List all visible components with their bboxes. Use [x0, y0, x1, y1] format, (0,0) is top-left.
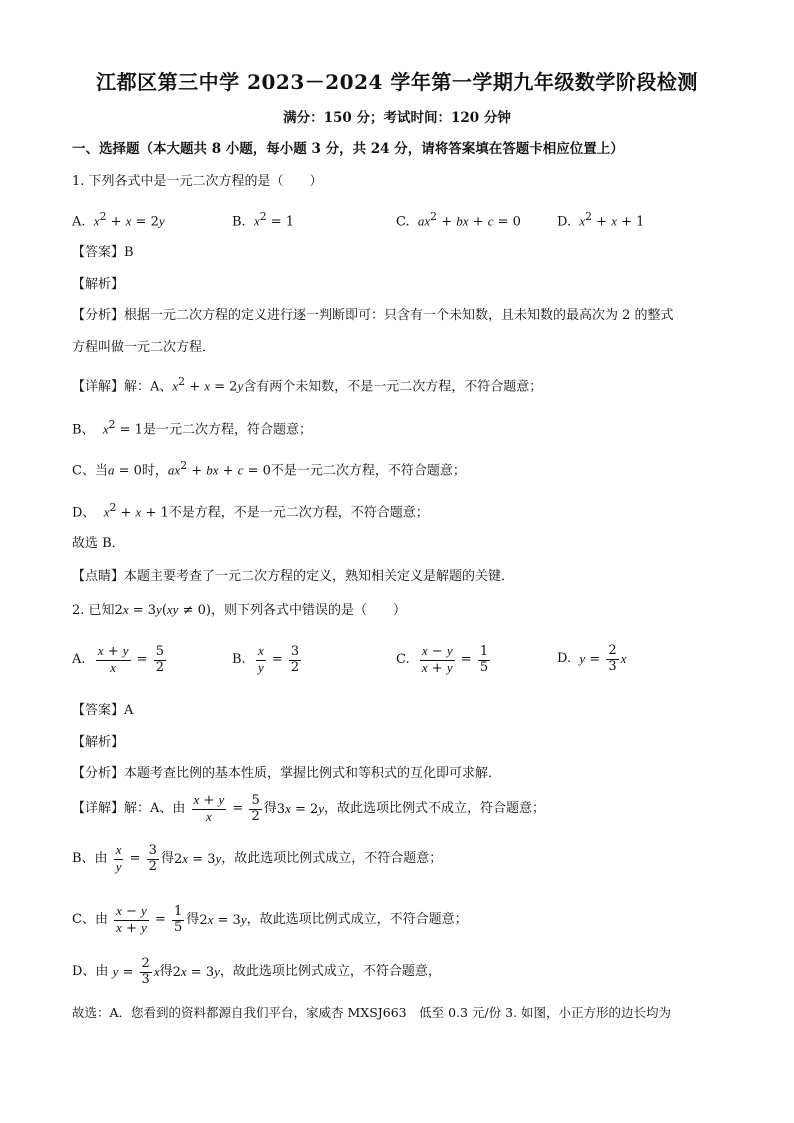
q2-option-b: B. $\frac{x}{y}$ = $\frac{3}{2}$: [232, 643, 300, 675]
page-title: 江都区第三中学 2023－2024 学年第一学期九年级数学阶段检测: [96, 70, 698, 94]
q2-answer: 【答案】A: [72, 703, 134, 718]
q2-analysis-label: 【解析】: [72, 735, 125, 750]
q2-detail-b: B、由 $\frac{x}{y}$ = $\frac{3}{2}$ 得2x = 3y，故此选项比例式成立，不符合题意；: [72, 842, 443, 874]
section-heading: 一、选择题（本大题共 8 小题，每小题 3 分，共 24 分，请将答案填在答题卡相应位置上）: [72, 141, 624, 157]
q2-detail-d: D、由 y = $\frac{2}{3}$ x得2x = 3y，故此选项比例式成立，不符合题意，: [72, 956, 441, 987]
q1-option-c: C. $ax^2$ + bx + c = 0: [396, 210, 521, 230]
q1-fenxi-line1: 【分析】根据一元二次方程的定义进行逐一判断即可：只含有一个未知数，且未知数的最高次为 2 的整式: [72, 308, 674, 323]
q2-stem: 2. 已知2x = 3y(xy ≠ 0)，则下列各式中错误的是（ ）: [72, 602, 406, 618]
q2-option-d: D. y = $\frac{2}{3}$ x: [557, 643, 627, 674]
q2-detail-a: 【详解】解：A、由 $\frac{x + y}{x}$ = $\frac{5}{2}$ 得3x = 2y，故此选项比例式不成立，符合题意；: [72, 792, 546, 824]
q2-fenxi: 【分析】本题考查比例的基本性质，掌握比例式和等积式的互化即可求解．: [72, 766, 502, 781]
q2-option-a: A. $\frac{x + y}{x}$ = $\frac{5}{2}$: [72, 643, 164, 675]
q1-option-a: A. $x^2 + x = 2y$: [72, 210, 165, 230]
q1-analysis-label: 【解析】: [72, 277, 125, 292]
q1-option-d: D. $x^2 + x + 1$: [557, 210, 645, 230]
q2-detail-c: C、由 $\frac{x - y}{x + y}$ = $\frac{1}{5}$ 得2x = 3y，故此选项比例式成立，不符合题意；: [72, 903, 468, 936]
exam-info: 满分：150 分；考试时间：120 分钟: [283, 110, 511, 126]
q1-fenxi-line2: 方程叫做一元二次方程．: [72, 340, 216, 355]
q2-conclusion-and-q3-start: 故选：A．您看到的资料都源自我们平台，家威杏 MXSJ663 低至 0.3 元/份 3. 如图，小正方形的边长均为: [72, 1005, 672, 1020]
q1-detail-b: B、 $x^2 = 1$是一元二次方程，符合题意；: [72, 418, 312, 438]
q1-answer: 【答案】B: [72, 245, 134, 260]
q1-summary: 【点睛】本题主要考查了一元二次方程的定义，熟知相关定义是解题的关键．: [72, 569, 515, 584]
q1-detail-d: D、 $x^2 + x + 1$不是方程，不是一元二次方程，不符合题意；: [72, 501, 429, 521]
q1-option-b: B. $x^2 = 1$: [232, 210, 295, 230]
q1-conclusion: 故选 B．: [72, 536, 125, 551]
q1-stem: 1. 下列各式中是一元二次方程的是（ ）: [72, 174, 323, 189]
q1-detail-a: 【详解】解：A、$x^2 + x = 2y$含有两个未知数，不是一元二次方程，不符合题意；: [72, 375, 543, 395]
q1-detail-c: C、当a = 0时，$ax^2$ + bx + c = 0不是一元二次方程，不符合题意；: [72, 459, 466, 479]
q2-option-c: C. $\frac{x - y}{x + y}$ = $\frac{1}{5}$: [396, 643, 489, 676]
